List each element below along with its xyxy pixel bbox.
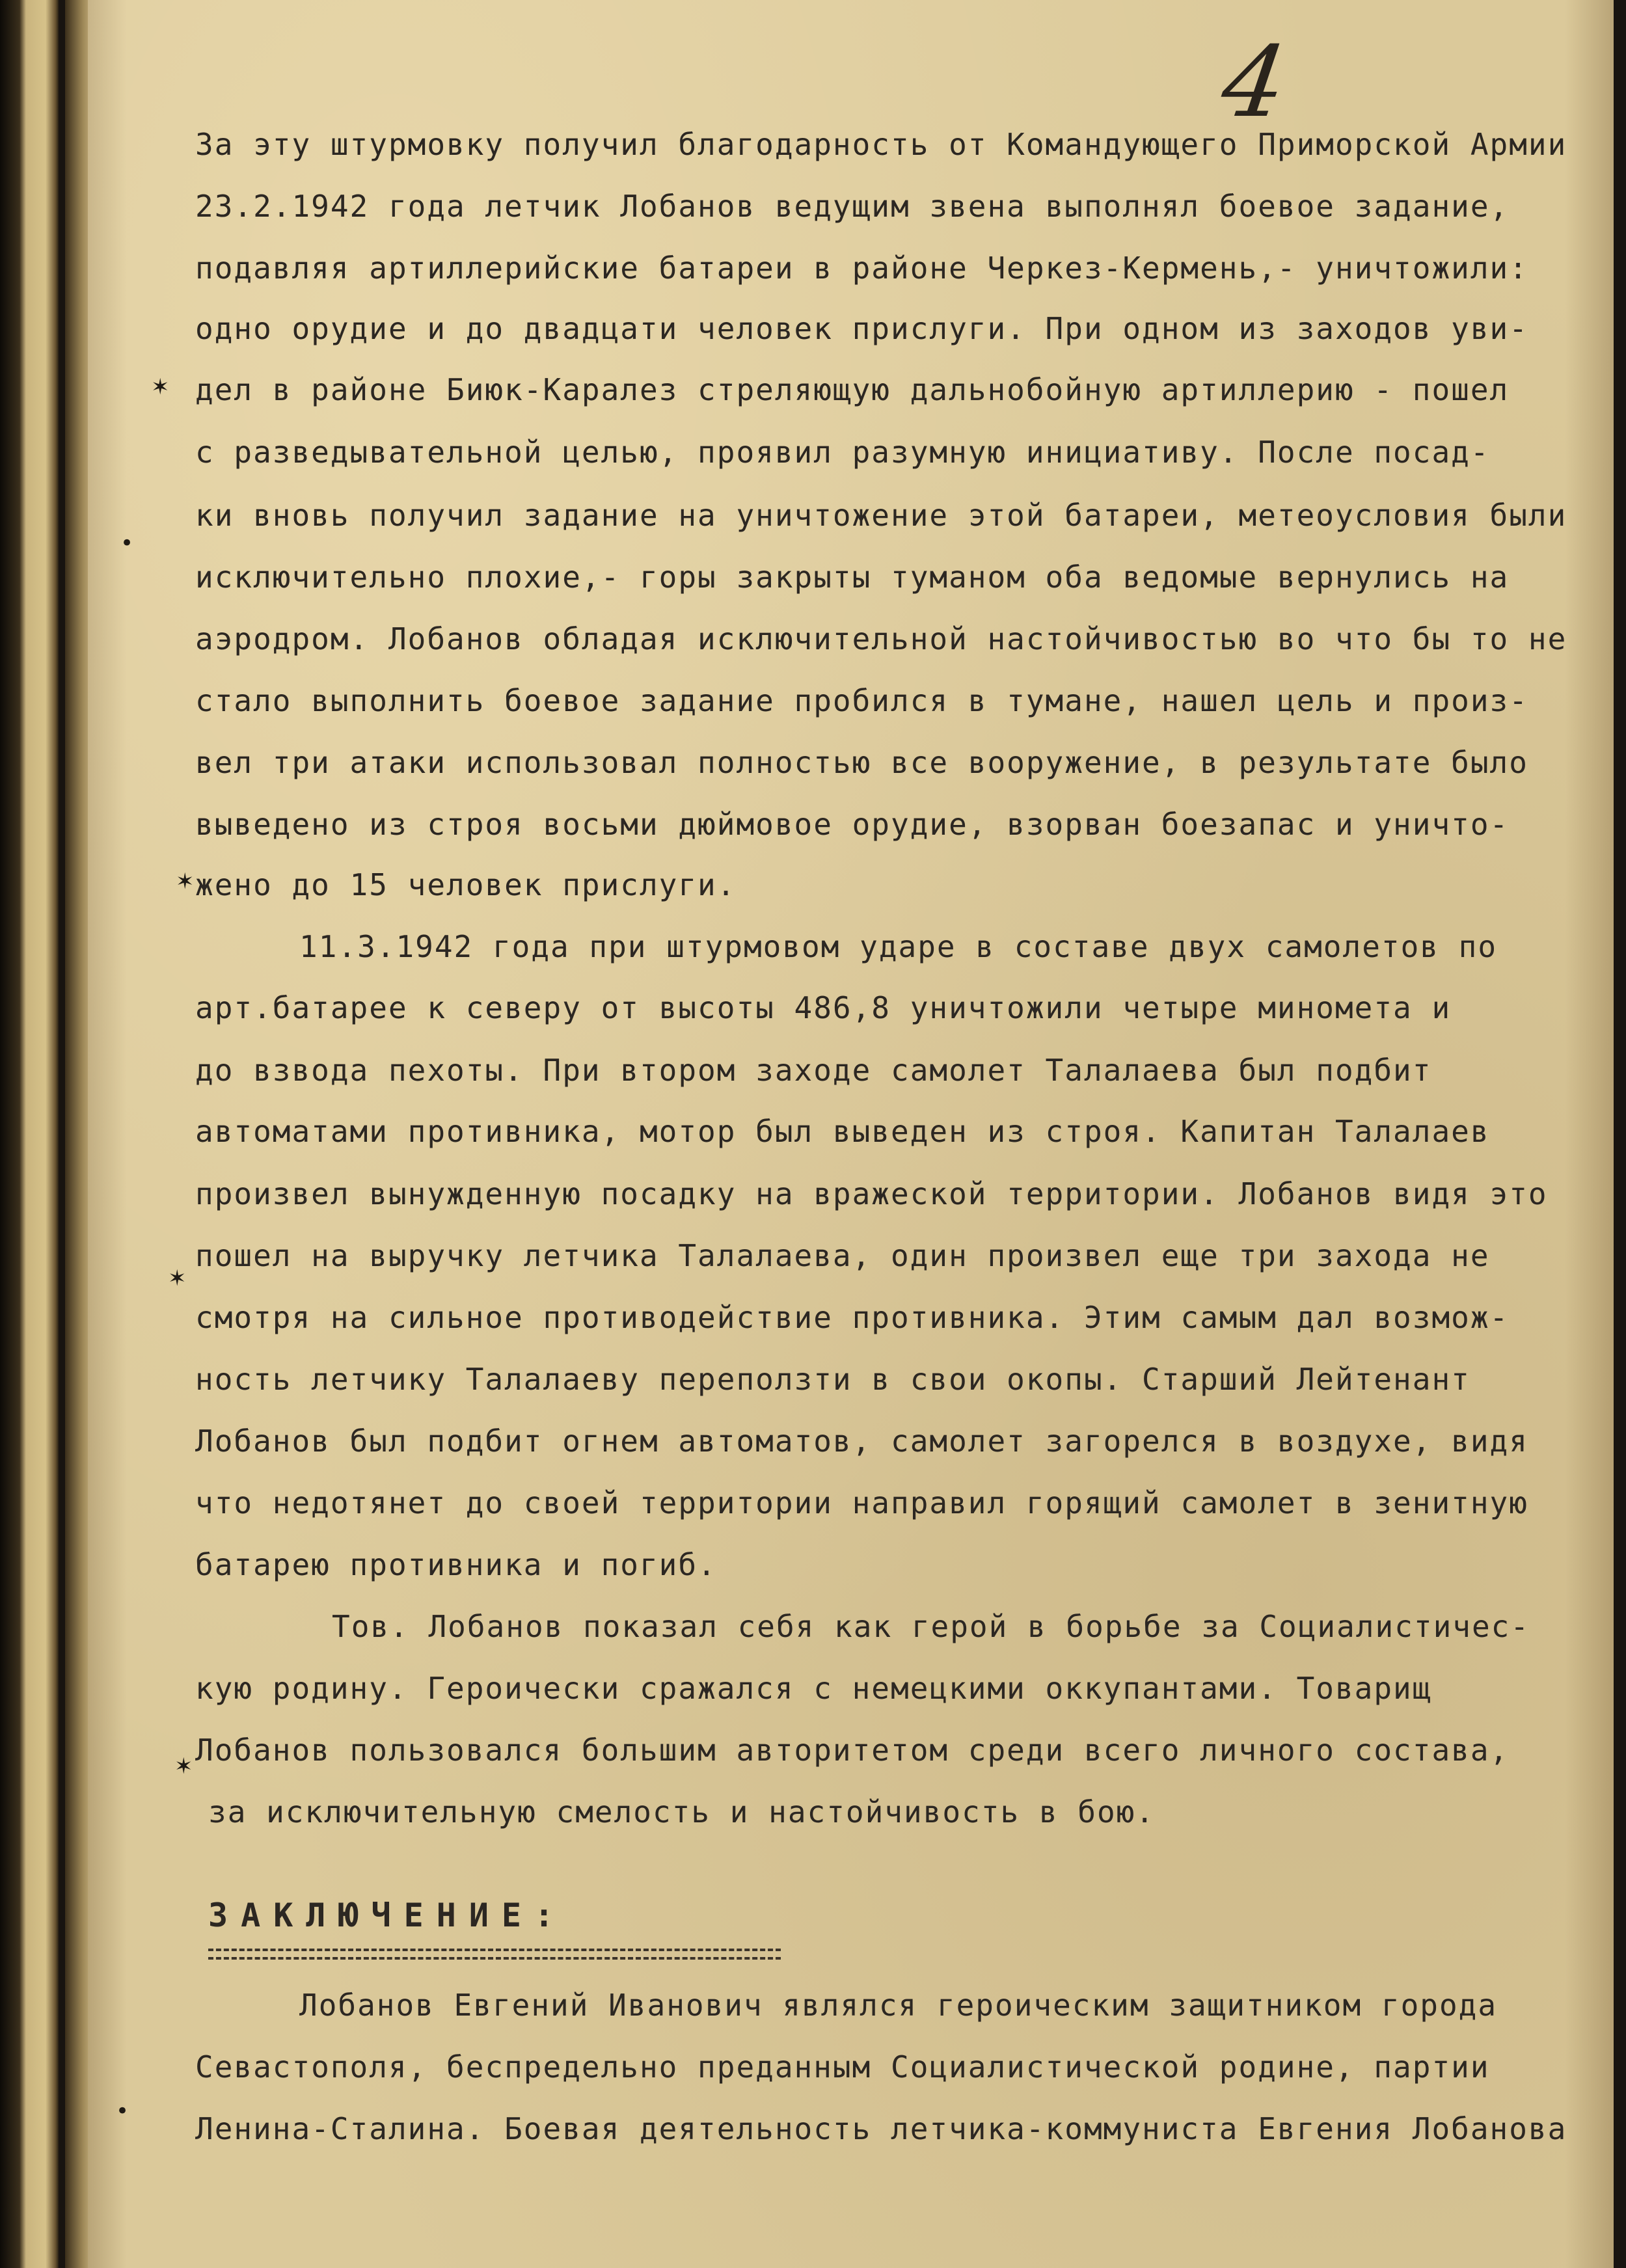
punch-mark-icon: •	[116, 2098, 129, 2124]
punch-mark-icon: ✶	[168, 1265, 187, 1291]
conclusion-heading: ЗАКЛЮЧЕНИЕ:	[208, 1897, 567, 1934]
text-line: ки вновь получил задание на уничтожение этой батареи, метеоусловия были	[195, 498, 1567, 533]
punch-mark-icon: •	[120, 530, 134, 556]
punch-mark-icon: ✶	[151, 374, 170, 400]
text-line: за исключительную смелость и настойчивость в бою.	[208, 1794, 1156, 1829]
text-line: автоматами противника, мотор был выведен из строя. Капитан Талалаев	[195, 1114, 1490, 1149]
heading-underline	[208, 1957, 781, 1960]
text-line: 11.3.1942 года при штурмовом ударе в составе двух самолетов по	[299, 929, 1498, 964]
handwritten-page-number: 4	[1215, 26, 1294, 139]
text-line: Ленина-Сталина. Боевая деятельность летчика-коммуниста Евгения Лобанова	[195, 2111, 1567, 2146]
text-line: подавляя артиллерийские батареи в районе Черкез-Кермень,- уничтожили:	[195, 250, 1528, 286]
punch-mark-icon: ✶	[176, 869, 195, 895]
text-line: Лобанов был подбит огнем автоматов, самолет загорелся в воздухе, видя	[195, 1424, 1528, 1459]
text-line: одно орудие и до двадцати человек прислуги. При одном из заходов уви-	[195, 311, 1528, 346]
text-line: аэродром. Лобанов обладая исключительной настойчивостью во что бы то не	[195, 621, 1567, 656]
text-line: что недотянет до своей территории направил горящий самолет в зенитную	[195, 1485, 1528, 1520]
punch-mark-icon: ✶	[174, 1753, 193, 1779]
text-line: арт.батарее к северу от высоты 486,8 уничтожили четыре миномета и	[195, 990, 1452, 1025]
text-line: 23.2.1942 года летчик Лобанов ведущим звена выполнял боевое задание,	[195, 189, 1510, 224]
text-line: Тов. Лобанов показал себя как герой в борьбе за Социалистичес-	[332, 1609, 1530, 1644]
text-line: пошел на выручку летчика Талалаева, один произвел еще три захода не	[195, 1238, 1490, 1273]
text-line: За эту штурмовку получил благодарность от Командующего Приморской Армии	[195, 127, 1567, 162]
text-line: батарею противника и погиб.	[195, 1547, 717, 1582]
text-line: произвел вынужденную посадку на вражеской территории. Лобанов видя это	[195, 1176, 1548, 1211]
text-line: исключительно плохие,- горы закрыты туманом оба ведомые вернулись на	[195, 560, 1510, 595]
text-line: Лобанов пользовался большим авторитетом среди всего личного состава,	[195, 1733, 1510, 1768]
text-line: Лобанов Евгений Иванович являлся героическим защитником города	[299, 1988, 1498, 2023]
text-line: стало выполнить боевое задание пробился в тумане, нашел цель и произ-	[195, 683, 1528, 718]
text-line: до взвода пехоты. При втором заходе самолет Талалаева был подбит	[195, 1053, 1432, 1088]
text-line: выведено из строя восьми дюймовое орудие, взорван боезапас и уничто-	[195, 807, 1510, 842]
text-line: кую родину. Героически сражался с немецкими оккупантами. Товарищ	[195, 1671, 1432, 1706]
text-line: смотря на сильное противодействие противника. Этим самым дал возмож-	[195, 1300, 1510, 1335]
text-line: вел три атаки использовал полностью все вооружение, в результате было	[195, 745, 1528, 780]
text-line: Севастополя, беспредельно преданным Социалистической родине, партии	[195, 2049, 1490, 2085]
text-line: ность летчику Талалаеву переползти в свои окопы. Старший Лейтенант	[195, 1362, 1470, 1397]
text-line: дел в районе Биюк-Каралез стреляющую дальнобойную артиллерию - пошел	[195, 372, 1510, 407]
text-line: жено до 15 человек прислуги.	[195, 867, 737, 902]
heading-underline	[208, 1949, 781, 1951]
text-line: с разведывательной целью, проявил разумную инициативу. После посад-	[195, 435, 1490, 470]
